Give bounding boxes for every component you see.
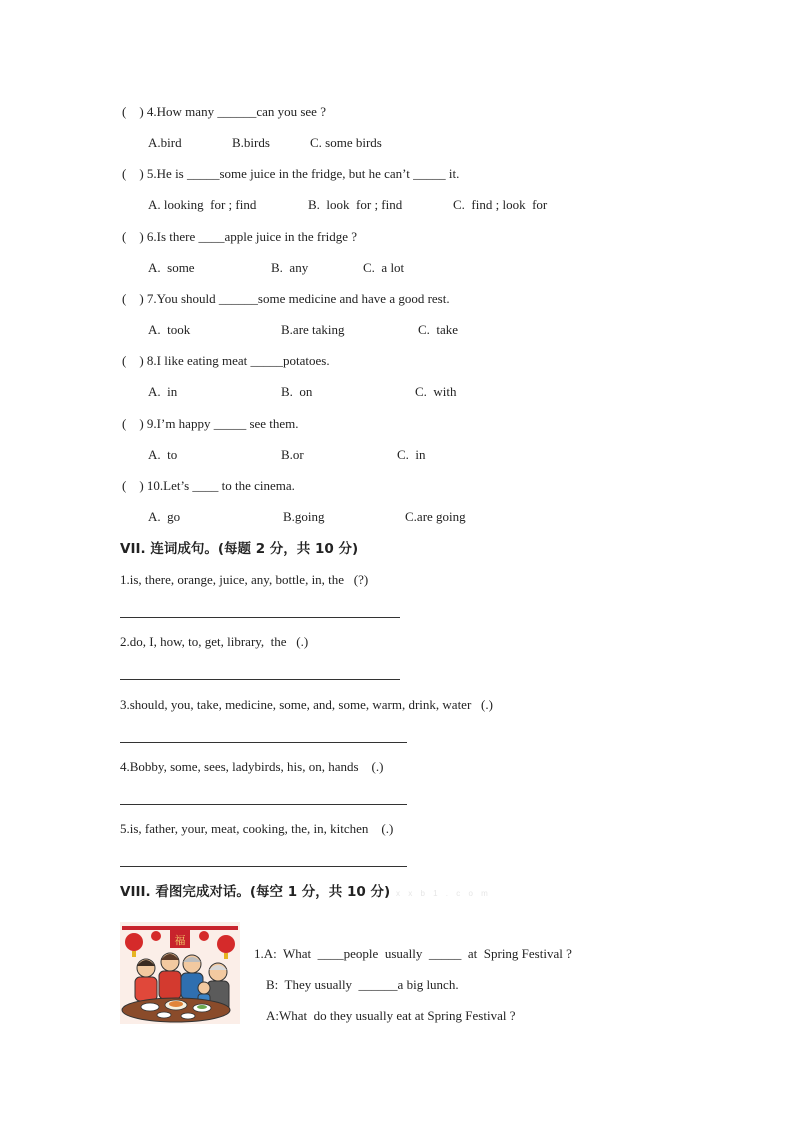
- answer-line-3: [120, 742, 407, 743]
- answer-line-5: [120, 866, 407, 867]
- question-9-option-b: B.or: [281, 447, 304, 462]
- svg-text:福: 福: [174, 934, 186, 947]
- sentence-item-3: 3.should, you, take, medicine, some, and, some, warm, drink, water (.): [120, 697, 493, 712]
- question-5-option-a: A. looking for ; find: [148, 197, 257, 212]
- question-8-stem: ( ) 8.I like eating meat _____potatoes.: [122, 353, 330, 368]
- question-9-stem: ( ) 9.I’m happy _____ see them.: [122, 416, 299, 431]
- question-7-option-c: C. take: [418, 322, 459, 337]
- question-10-option-c: C.are going: [405, 509, 466, 524]
- dialogue-line-3: A:What do they usually eat at Spring Festival ?: [266, 1008, 516, 1023]
- question-9-option-c: C. in: [397, 447, 426, 462]
- question-4-stem: ( ) 4.How many ______can you see ?: [122, 104, 326, 119]
- question-5-option-b: B. look for ; find: [308, 197, 403, 212]
- question-4-option-b: B.birds: [232, 135, 270, 150]
- answer-line-2: [120, 679, 400, 680]
- question-9-option-a: A. to: [148, 447, 178, 462]
- question-6-option-b: B. any: [271, 260, 309, 275]
- question-6-option-a: A. some: [148, 260, 195, 275]
- dialogue-line-1: 1.A: What ____people usually _____ at Spring Festival ?: [254, 946, 572, 961]
- question-10-option-a: A. go: [148, 509, 181, 524]
- question-5-stem: ( ) 5.He is _____some juice in the fridge, but he can’t _____ it.: [122, 166, 460, 181]
- question-6-option-c: C. a lot: [363, 260, 405, 275]
- sentence-item-4: 4.Bobby, some, sees, ladybirds, his, on, hands (.): [120, 759, 384, 774]
- spring-festival-family-illustration: [120, 922, 240, 1024]
- section-7-heading: VII. 连词成句。(每题 2 分，共 10 分): [120, 541, 359, 557]
- question-4-option-a: A.bird: [148, 135, 182, 150]
- section-8-heading: VIII. 看图完成对话。(每空 1 分，共 10 分): [120, 884, 391, 900]
- dialogue-line-2: B: They usually ______a big lunch.: [266, 977, 459, 992]
- question-7-option-a: A. took: [148, 322, 191, 337]
- question-7-stem: ( ) 7.You should ______some medicine and have a good rest.: [122, 291, 450, 306]
- sentence-item-5: 5.is, father, your, meat, cooking, the, in, kitchen (.): [120, 821, 394, 836]
- question-4-option-c: C. some birds: [310, 135, 382, 150]
- sentence-item-2: 2.do, I, how, to, get, library, the (.): [120, 634, 309, 649]
- question-10-stem: ( ) 10.Let’s ____ to the cinema.: [122, 478, 295, 493]
- question-8-option-a: A. in: [148, 384, 178, 399]
- answer-line-4: [120, 804, 407, 805]
- question-8-option-b: B. on: [281, 384, 313, 399]
- question-10-option-b: B.going: [283, 509, 325, 524]
- question-6-stem: ( ) 6.Is there ____apple juice in the fridge ?: [122, 229, 357, 244]
- answer-line-1: [120, 617, 400, 618]
- sentence-item-1: 1.is, there, orange, juice, any, bottle, in, the (?): [120, 572, 369, 587]
- question-8-option-c: C. with: [415, 384, 457, 399]
- question-7-option-b: B.are taking: [281, 322, 345, 337]
- question-5-option-c: C. find ; look for: [453, 197, 548, 212]
- faint-watermark: x x b 1 . c o m: [396, 889, 491, 898]
